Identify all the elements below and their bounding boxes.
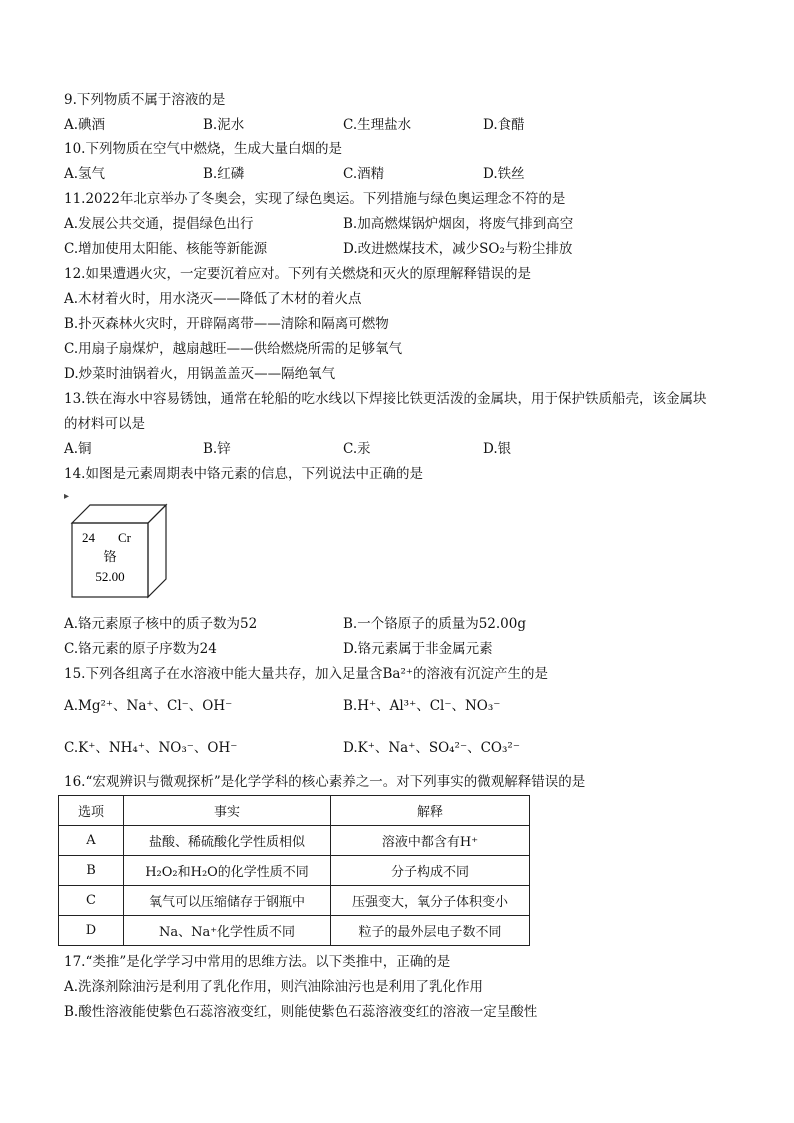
table-cell: C	[59, 886, 124, 916]
q13-option-c: C.汞	[343, 441, 371, 457]
question-15-stem: 15.下列各组离子在水溶液中能大量共存，加入足量含Ba²⁺的溶液有沉淀产生的是	[64, 666, 548, 682]
question-11-stem: 11.2022年北京举办了冬奥会，实现了绿色奥运。下列措施与绿色奥运理念不符的是	[64, 191, 566, 207]
q10-option-d: D.铁丝	[483, 166, 525, 182]
q15-option-d: D.K⁺、Na⁺、SO₄²⁻、CO₃²⁻	[343, 740, 520, 756]
q10-option-c: C.酒精	[343, 166, 385, 182]
q14-option-d: D.铬元素属于非金属元素	[343, 641, 493, 657]
q13-option-b: B.锌	[203, 441, 231, 457]
q9-option-d: D.食醋	[483, 117, 525, 133]
question-12-stem: 12.如果遭遇火灾，一定要沉着应对。下列有关燃烧和灭火的原理解释错误的是	[64, 266, 531, 282]
q14-option-b: B.一个铬原子的质量为52.00g	[343, 616, 527, 632]
q11-option-c: C.增加使用太阳能、核能等新能源	[64, 241, 268, 257]
q13-option-d: D.银	[483, 441, 512, 457]
q17-option-b: B.酸性溶液能使紫色石蕊溶液变红，则能使紫色石蕊溶液变红的溶液一定呈酸性	[64, 1004, 538, 1020]
q12-option-a: A.木材着火时，用水浇灭——降低了木材的着火点	[64, 291, 362, 307]
question-13-stem-continued: 的材料可以是	[64, 416, 145, 432]
table-row	[59, 826, 530, 856]
q15-option-a: A.Mg²⁺、Na⁺、Cl⁻、OH⁻	[64, 698, 233, 714]
element-tile-cube	[70, 502, 170, 602]
table-cell: 压强变大，氧分子体积变小	[331, 886, 530, 916]
q11-option-d: D.改进燃煤技术，减少SO₂与粉尘排放	[343, 241, 573, 257]
q13-option-a: A.铜	[64, 441, 92, 457]
table-cell: D	[59, 916, 124, 946]
table-header: 解释	[331, 796, 530, 826]
table-cell: 溶液中都含有H⁺	[331, 826, 530, 856]
question-14-stem: 14.如图是元素周期表中铬元素的信息，下列说法中正确的是	[64, 466, 423, 482]
table-cell: B	[59, 856, 124, 886]
table-header: 事实	[124, 796, 331, 826]
table-cell: Na、Na⁺化学性质不同	[124, 916, 331, 946]
table-cell: 粒子的最外层电子数不同	[331, 916, 530, 946]
q15-option-b: B.H⁺、Al³⁺、Cl⁻、NO₃⁻	[343, 698, 501, 714]
q12-option-d: D.炒菜时油锅着火，用锅盖盖灭——隔绝氧气	[64, 366, 336, 382]
question-13-stem: 13.铁在海水中容易锈蚀，通常在轮船的吃水线以下焊接比铁更活泼的金属块，用于保护铁质船壳，该金属块	[64, 391, 707, 407]
element-symbol: Cr	[118, 530, 131, 545]
table-cell: H₂O₂和H₂O的化学性质不同	[124, 856, 331, 886]
q12-option-b: B.扑灭森林火灾时，开辟隔离带——清除和隔离可燃物	[64, 316, 389, 332]
q16-table	[58, 795, 530, 946]
q9-option-c: C.生理盐水	[343, 117, 412, 133]
question-10-stem: 10.下列物质在空气中燃烧，生成大量白烟的是	[64, 141, 342, 157]
q14-option-a: A.铬元素原子核中的质子数为52	[64, 616, 258, 632]
element-number: 24	[82, 530, 95, 545]
table-cell: 氧气可以压缩储存于钢瓶中	[124, 886, 331, 916]
element-mass: 52.00	[95, 569, 125, 584]
q17-option-a: A.洗涤剂除油污是利用了乳化作用，则汽油除油污也是利用了乳化作用	[64, 979, 484, 995]
element-name: 铬	[103, 550, 117, 565]
table-cell: A	[59, 826, 124, 856]
q14-option-c: C.铬元素的原子序数为24	[64, 641, 217, 657]
q9-option-a: A.碘酒	[64, 117, 106, 133]
table-cell: 盐酸、稀硫酸化学性质相似	[124, 826, 331, 856]
table-cell: 分子构成不同	[331, 856, 530, 886]
question-16-stem: 16.“宏观辨识与微观探析”是化学学科的核心素养之一。对下列事实的微观解释错误的是	[64, 774, 586, 790]
question-17-stem: 17.“类推”是化学学习中常用的思维方法。以下类推中，正确的是	[64, 954, 451, 970]
table-row	[59, 916, 530, 946]
small-mark: ▸	[64, 491, 70, 502]
table-header: 选项	[59, 796, 124, 826]
q12-option-c: C.用扇子扇煤炉，越扇越旺——供给燃烧所需的足够氧气	[64, 341, 403, 357]
q15-option-c: C.K⁺、NH₄⁺、NO₃⁻、OH⁻	[64, 740, 238, 756]
q11-option-b: B.加高燃煤锅炉烟囱，将废气排到高空	[343, 216, 574, 232]
q9-option-b: B.泥水	[203, 117, 245, 133]
q10-option-b: B.红磷	[203, 166, 245, 182]
q11-option-a: A.发展公共交通，提倡绿色出行	[64, 216, 254, 232]
question-9-stem: 9.下列物质不属于溶液的是	[64, 92, 226, 108]
table-row	[59, 856, 530, 886]
q10-option-a: A.氢气	[64, 166, 106, 182]
table-row	[59, 886, 530, 916]
table-header-row	[59, 796, 530, 826]
